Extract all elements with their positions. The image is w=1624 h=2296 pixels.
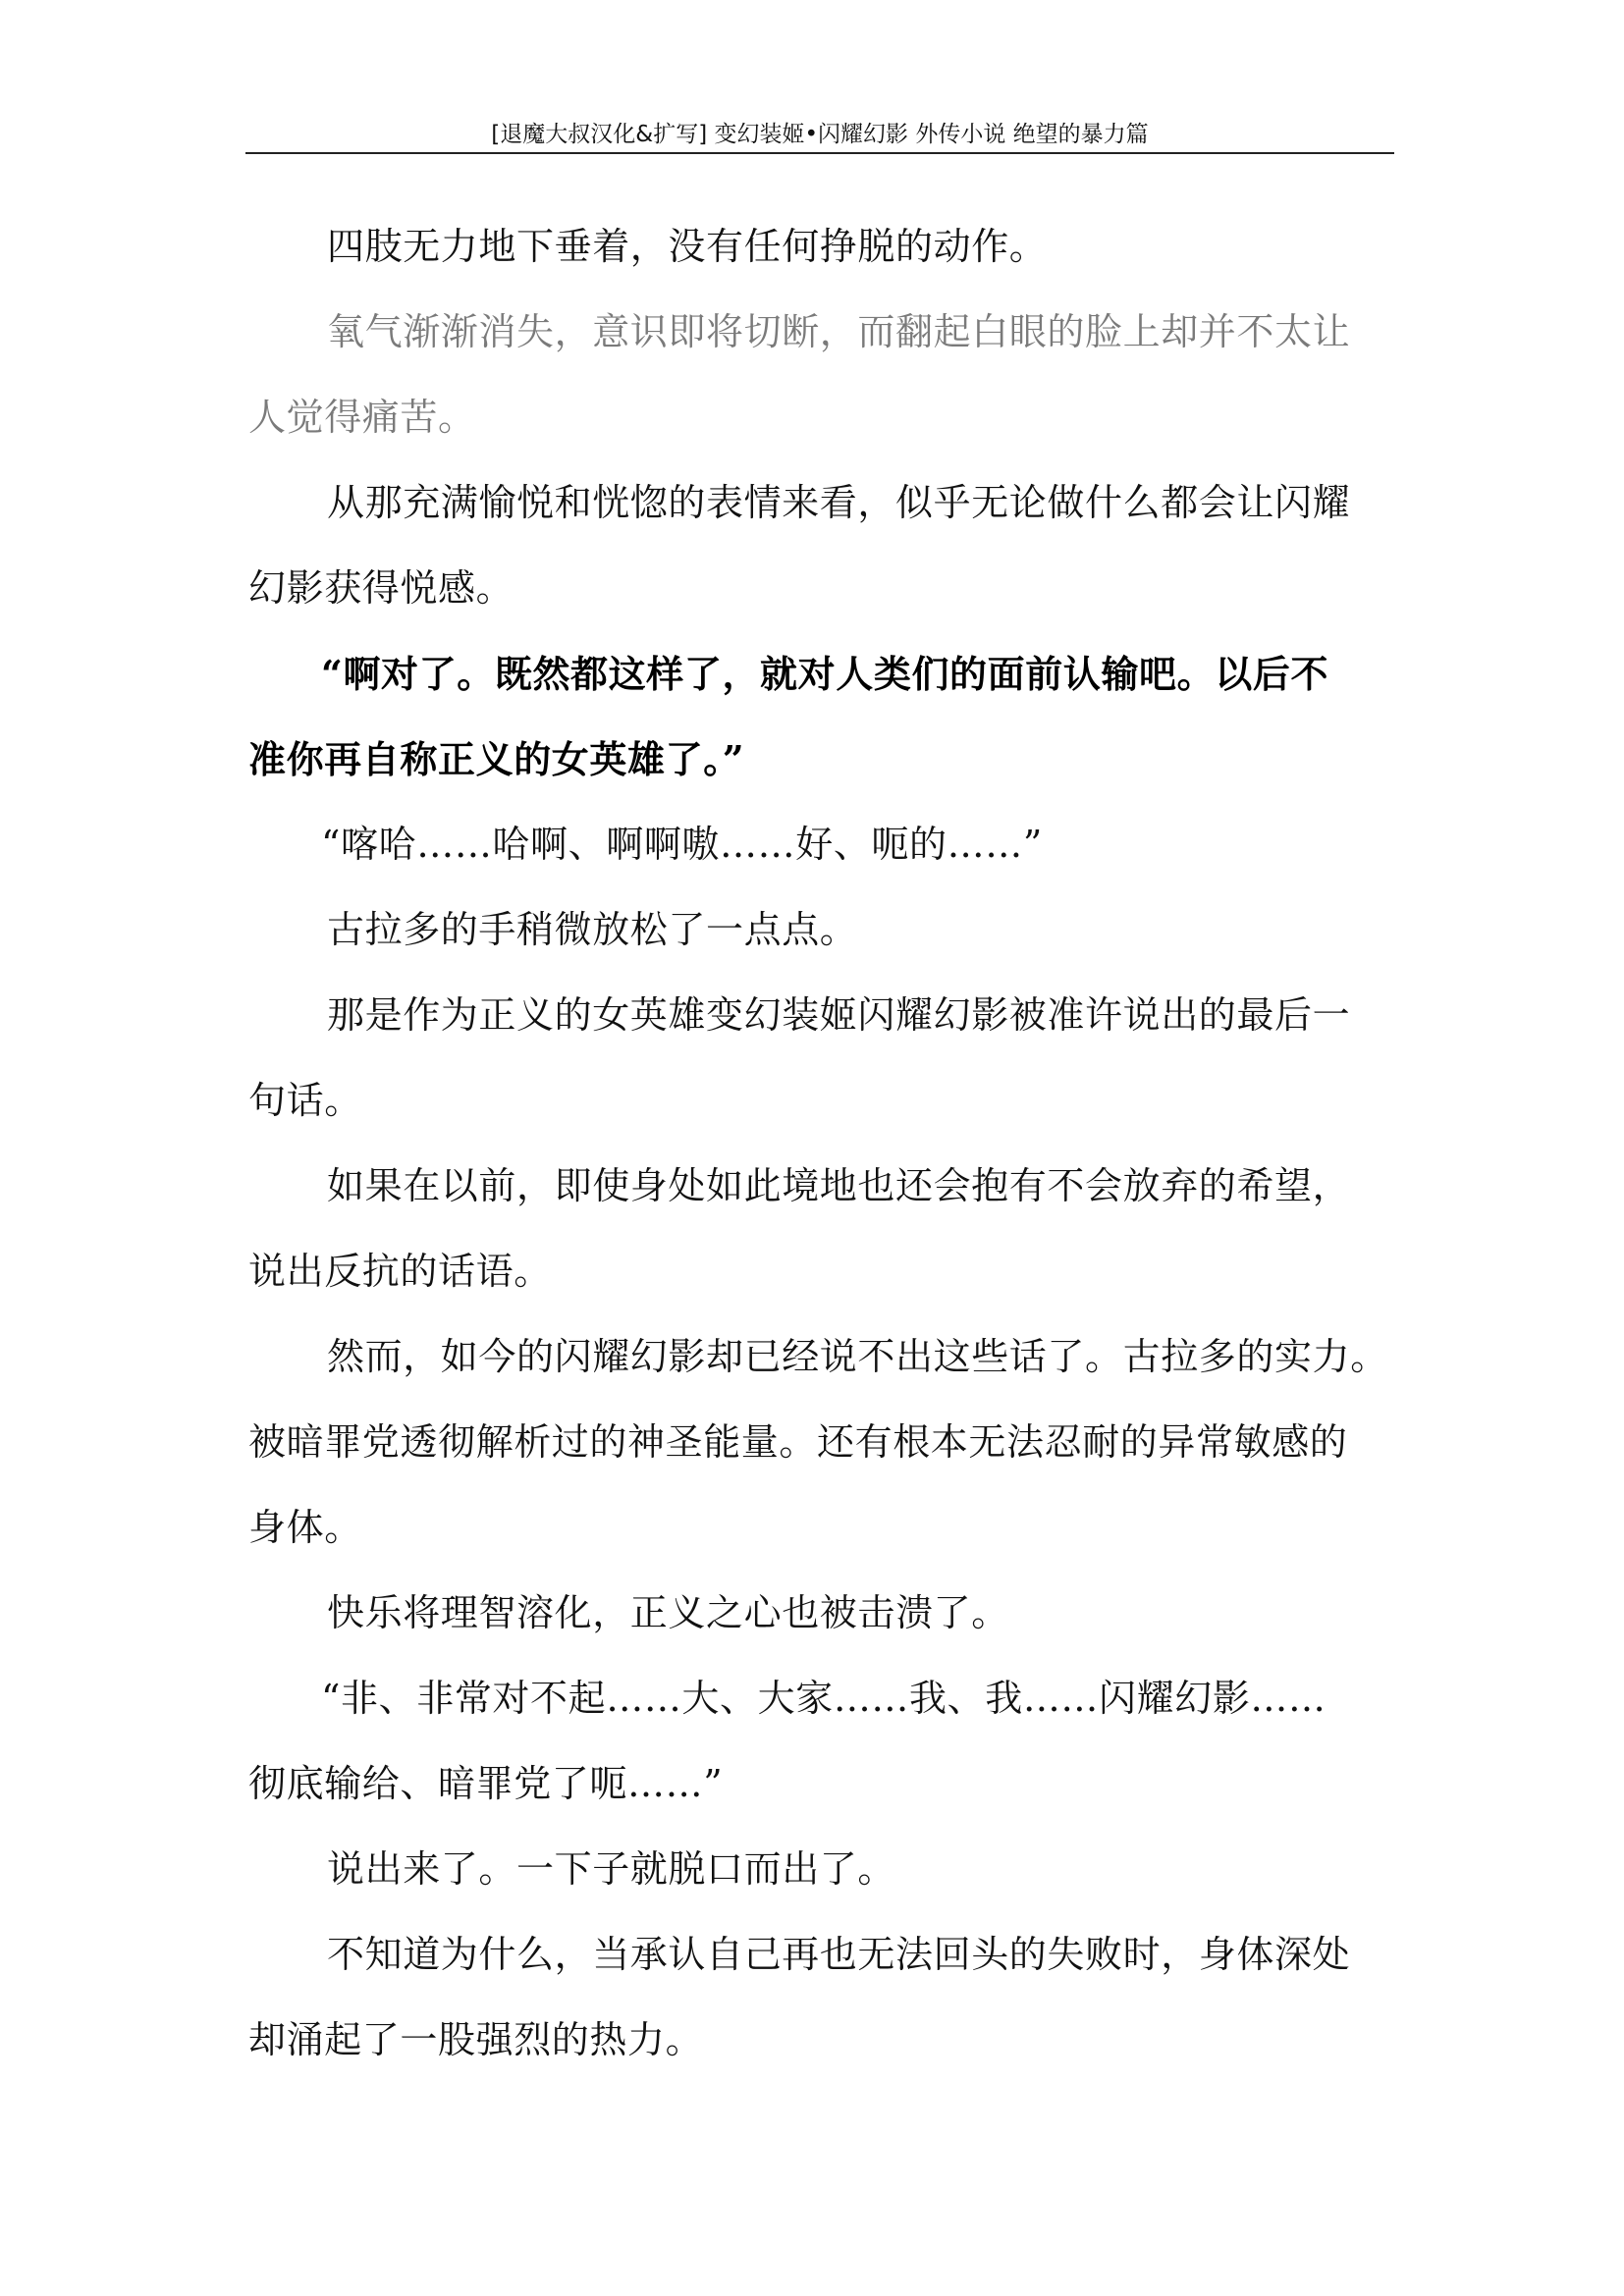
paragraph-line: 氧气渐渐消失，意识即将切断，而翻起白眼的脸上却并不太让	[327, 310, 1351, 353]
paragraph-line: 说出来了。一下子就脱口而出了。	[327, 1847, 896, 1891]
paragraph-line: 快乐将理智溶化，正义之心也被击溃了。	[327, 1591, 1009, 1634]
paragraph-line: 如果在以前，即使身处如此境地也还会抱有不会放弃的希望，	[327, 1164, 1351, 1207]
paragraph-line: 人觉得痛苦。	[248, 396, 476, 439]
dialogue-line: “非、非常对不起……大、大家……我、我……闪耀幻影……	[321, 1677, 1326, 1720]
header-rule	[245, 152, 1394, 154]
paragraph-line: 身体。	[248, 1506, 362, 1549]
dialogue-line: “喀哈……哈啊、啊啊嗷……好、呃的……”	[321, 823, 1043, 866]
paragraph-line: 不知道为什么，当承认自己再也无法回头的失败时，身体深处	[327, 1933, 1351, 1976]
paragraph-line: 那是作为正义的女英雄变幻装姬闪耀幻影被准许说出的最后一	[327, 993, 1351, 1037]
paragraph-line: 古拉多的手稍微放松了一点点。	[327, 908, 858, 951]
paragraph-line: 从那充满愉悦和恍惚的表情来看，似乎无论做什么都会让闪耀	[327, 481, 1351, 524]
paragraph-line: 句话。	[248, 1079, 362, 1122]
paragraph-line: 被暗罪党透彻解析过的神圣能量。还有根本无法忍耐的异常敏感的	[248, 1420, 1348, 1464]
paragraph-line: 说出反抗的话语。	[248, 1250, 552, 1293]
body-text	[248, 204, 1387, 2083]
paragraph-line: 却涌起了一股强烈的热力。	[248, 2018, 704, 2061]
dialogue-line: “啊对了。既然都这样了，就对人类们的面前认输吧。以后不	[321, 652, 1329, 696]
paragraph-line: 然而，如今的闪耀幻影却已经说不出这些话了。古拉多的实力。	[327, 1335, 1388, 1378]
paragraph-line: 四肢无力地下垂着，没有任何挣脱的动作。	[327, 225, 1048, 268]
page-header: [退魔大叔汉化&扩写] 变幻装姬•闪耀幻影 外传小说 绝望的暴力篇	[491, 122, 1149, 147]
dialogue-line: 准你再自称正义的女英雄了。”	[248, 737, 745, 781]
dialogue-line: 彻底输给、暗罪党了呃……”	[248, 1762, 724, 1805]
paragraph-line: 幻影获得悦感。	[248, 566, 514, 610]
